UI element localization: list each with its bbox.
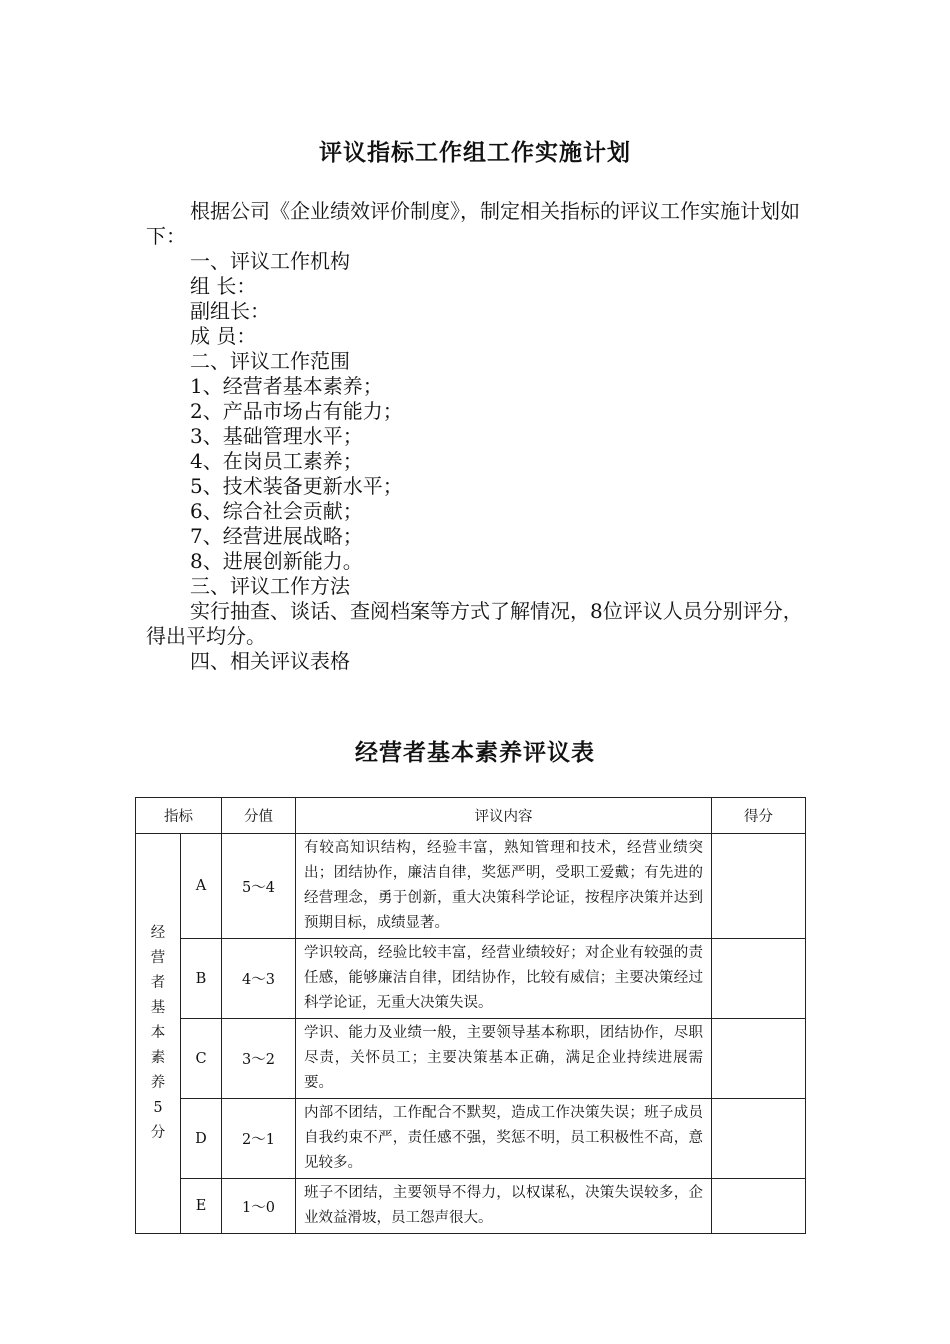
category-char: 5 — [153, 1100, 163, 1116]
category-char: 者 — [150, 975, 166, 991]
table-row — [136, 1019, 806, 1099]
scope-item: 7、经营进展战略； — [190, 524, 363, 548]
scope-item: 4、在岗员工素养； — [190, 449, 363, 473]
grade-cell: A — [181, 834, 222, 939]
table-row — [136, 834, 806, 939]
category-char: 营 — [150, 950, 166, 966]
grade-cell: B — [181, 939, 222, 1019]
document-title: 评议指标工作组工作实施计划 — [319, 140, 631, 166]
scope-item: 6、综合社会贡献； — [190, 499, 363, 523]
result-cell[interactable] — [712, 1099, 806, 1179]
deputy-line: 副组长： — [190, 299, 270, 323]
leader-line: 组 长： — [190, 274, 257, 298]
table-row — [136, 1099, 806, 1179]
scope-item: 3、基础管理水平； — [190, 424, 363, 448]
result-cell[interactable] — [712, 939, 806, 1019]
score-cell: 1～0 — [222, 1179, 296, 1234]
members-line: 成 员： — [190, 324, 257, 348]
content-cell: 班子不团结，主要领导不得力，以权谋私，决策失误较多，企业效益滑坡，员工怨声很大。 — [296, 1179, 712, 1234]
content-cell: 学识、能力及业绩一般，主要领导基本称职，团结协作，尽职尽责，关怀员工；主要决策基本正确，满足企业持续进展需要。 — [296, 1019, 712, 1099]
section-heading-4: 四、相关评议表格 — [190, 649, 350, 673]
result-cell[interactable] — [712, 1019, 806, 1099]
table-title: 经营者基本素养评议表 — [355, 740, 595, 766]
method-paragraph: 实行抽查、谈话、查阅档案等方式了解情况，8位评议人员分别评分，得出平均分。 — [146, 599, 803, 648]
grade-cell: C — [181, 1019, 222, 1099]
section-heading-3: 三、评议工作方法 — [190, 574, 350, 598]
scope-item: 2、产品市场占有能力； — [190, 399, 403, 423]
score-cell: 5～4 — [222, 834, 296, 939]
table-header-row — [136, 798, 806, 834]
content-cell: 有较高知识结构，经验丰富，熟知管理和技术，经营业绩突出；团结协作，廉洁自律，奖惩严明，受职工爱戴；有先进的经营理念，勇于创新，重大决策科学论证，按程序决策并达到预期目标，成绩显著。 — [296, 834, 712, 939]
header-result: 得分 — [712, 798, 806, 834]
scope-item: 8、进展创新能力。 — [190, 549, 363, 573]
category-char: 本 — [150, 1025, 166, 1041]
category-char: 经 — [150, 925, 166, 941]
table-row — [136, 1179, 806, 1234]
header-content: 评议内容 — [296, 798, 712, 834]
result-cell[interactable] — [712, 1179, 806, 1234]
grade-cell: E — [181, 1179, 222, 1234]
category-char: 分 — [150, 1125, 166, 1141]
score-cell: 2～1 — [222, 1099, 296, 1179]
intro-paragraph: 根据公司《企业绩效评价制度》，制定相关指标的评议工作实施计划如下： — [146, 199, 800, 248]
header-score: 分值 — [222, 798, 296, 834]
section-heading-2: 二、评议工作范围 — [190, 349, 350, 373]
section-heading-1: 一、评议工作机构 — [190, 249, 350, 273]
scope-item: 1、经营者基本素养； — [190, 374, 383, 398]
document-body — [146, 199, 812, 674]
content-cell: 内部不团结，工作配合不默契，造成工作决策失误；班子成员自我约束不严，责任感不强，奖惩不明，员工积极性不高，意见较多。 — [296, 1099, 712, 1179]
category-cell — [136, 834, 181, 1234]
content-cell: 学识较高，经验比较丰富，经营业绩较好；对企业有较强的责任感，能够廉洁自律，团结协作，比较有威信；主要决策经过科学论证，无重大决策失误。 — [296, 939, 712, 1019]
table-row — [136, 939, 806, 1019]
evaluation-table — [135, 797, 806, 1234]
category-char: 养 — [150, 1075, 166, 1091]
score-cell: 4～3 — [222, 939, 296, 1019]
category-char: 素 — [150, 1050, 166, 1066]
category-char: 基 — [150, 1000, 166, 1016]
grade-cell: D — [181, 1099, 222, 1179]
header-indicator: 指标 — [136, 798, 222, 834]
scope-item: 5、技术装备更新水平； — [190, 474, 403, 498]
score-cell: 3～2 — [222, 1019, 296, 1099]
result-cell[interactable] — [712, 834, 806, 939]
